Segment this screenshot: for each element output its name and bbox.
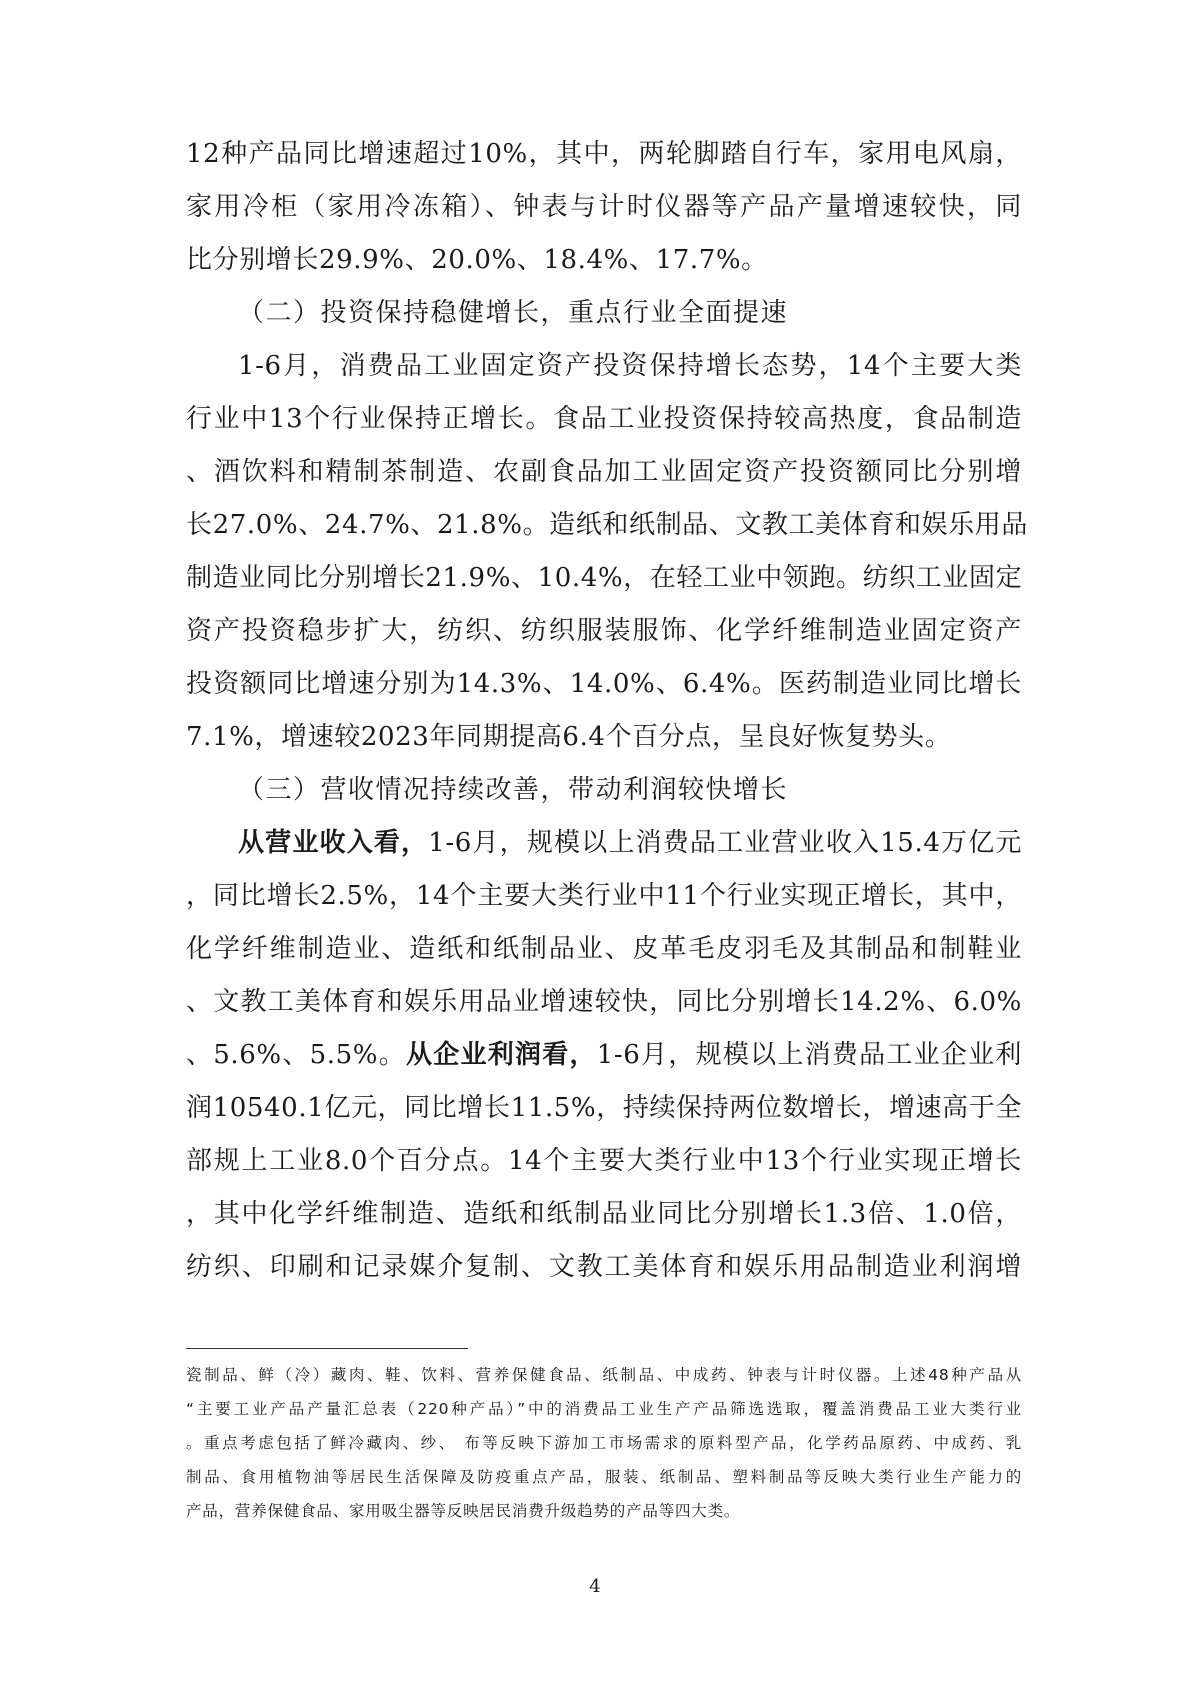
body-line: 资产投资稳步扩大，纺织、纺织服装服饰、化学纤维制造业固定资产 — [186, 616, 1022, 646]
section-heading-revenue: （三）营收情况持续改善，带动利润较快增长 — [238, 775, 789, 805]
body-line: 制造业同比分别增长21.9%、10.4%，在轻工业中领跑。纺织工业固定 — [186, 563, 1023, 593]
body-line: 12种产品同比增速超过10%，其中，两轮脚踏自行车，家用电风扇， — [186, 139, 1022, 169]
body-line: 、酒饮料和精制茶制造、农副食品加工业固定资产投资额同比分别增 — [186, 457, 1022, 487]
body-line-text: 1-6月，规模以上消费品工业企业利 — [596, 1040, 1022, 1070]
footnote-line: 。重点考虑包括了鲜冷藏肉、纱、 布等反映下游加工市场需求的原料型产品，化学药品原药、中成药、乳 — [186, 1434, 1022, 1452]
body-line: 、文教工美体育和娱乐用品业增速较快，同比分别增长14.2%、6.0% — [186, 987, 1022, 1017]
bold-lead-profit: 从企业利润看， — [405, 1040, 597, 1070]
footnote-line: “主要工业产品产量汇总表（220种产品）”中的消费品工业生产产品筛选选取，覆盖消费品工业大类行业 — [186, 1400, 1022, 1418]
body-line: 7.1%，增速较2023年同期提高6.4个百分点，呈良好恢复势头。 — [186, 722, 952, 752]
body-line: 家用冷柜（家用冷冻箱）、钟表与计时仪器等产品产量增速较快，同 — [186, 192, 1022, 222]
body-text — [186, 128, 1028, 1294]
page-number: 4 — [589, 1576, 601, 1597]
body-line: ，同比增长2.5%，14个主要大类行业中11个行业实现正增长，其中， — [186, 881, 1022, 911]
body-line: 1-6月，消费品工业固定资产投资保持增长态势，14个主要大类 — [238, 351, 1022, 381]
footnote-line: 产品，营养保健食品、家用吸尘器等反映居民消费升级趋势的产品等四大类。 — [186, 1502, 741, 1520]
body-line: 化学纤维制造业、造纸和纸制品业、皮革毛皮羽毛及其制品和制鞋业 — [186, 934, 1022, 964]
footnote-line: 制品、食用植物油等居民生活保障及防疫重点产品，服装、纸制品、塑料制品等反映大类行业生产能力的 — [186, 1468, 1022, 1486]
bold-lead-revenue: 从营业收入看， — [238, 828, 429, 858]
body-line: 部规上工业8.0个百分点。14个主要大类行业中13个行业实现正增长 — [186, 1146, 1022, 1176]
body-line-text: 、5.6%、5.5%。 — [186, 1040, 406, 1070]
body-line: 纺织、印刷和记录媒介复制、文教工美体育和娱乐用品制造业利润增 — [186, 1252, 1022, 1282]
footnote — [186, 1358, 1022, 1528]
body-line — [186, 1029, 1022, 1082]
footnote-line: 瓷制品、鲜（冷）藏肉、鞋、饮料、营养保健食品、纸制品、中成药、钟表与计时仪器。上述48种产品从 — [186, 1366, 1022, 1384]
body-line — [186, 817, 1022, 870]
footnote-divider — [186, 1348, 468, 1349]
body-line: 润10540.1亿元，同比增长11.5%，持续保持两位数增长，增速高于全 — [186, 1093, 1022, 1123]
body-line-text: 1-6月，规模以上消费品工业营业收入15.4万亿元 — [428, 828, 1022, 858]
body-line: 比分别增长29.9%、20.0%、18.4%、17.7%。 — [186, 245, 768, 275]
body-line: 行业中13个行业保持正增长。食品工业投资保持较高热度，食品制造 — [186, 404, 1022, 434]
body-line: ，其中化学纤维制造、造纸和纸制品业同比分别增长1.3倍、1.0倍， — [186, 1199, 1022, 1229]
body-line: 长27.0%、24.7%、21.8%。造纸和纸制品、文教工美体育和娱乐用品 — [186, 510, 1028, 540]
section-heading-investment: （二）投资保持稳健增长，重点行业全面提速 — [238, 298, 789, 328]
body-line: 投资额同比增速分别为14.3%、14.0%、6.4%。医药制造业同比增长 — [186, 669, 1022, 699]
